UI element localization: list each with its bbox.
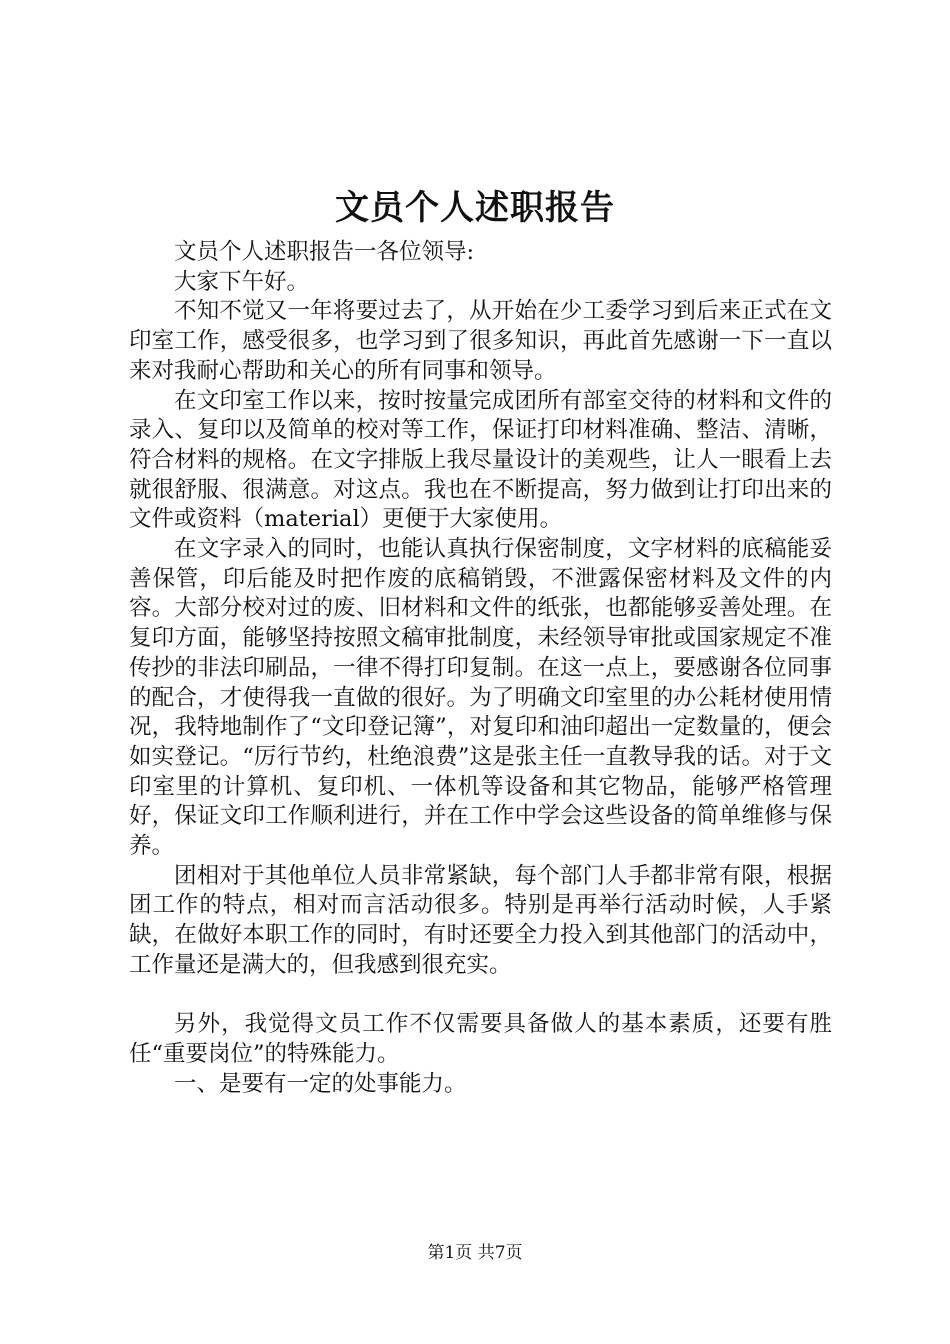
body-paragraph: 在文字录入的同时，也能认真执行保密制度，文字材料的底稿能妥善保管，印后能及时把作废的底稿销毁，不泄露保密材料及文件的内容。大部分校对过的废、旧材料和文件的纸张，也都能够妥善处理。在复印方面，能够坚持按照文稿审批制度，未经领导审批或国家规定不准传抄的非法印刷品，一律不得打印复制。在这一点上，要感谢各位同事的配合，才使得我一直做的很好。为了明确文印室里的办公耗材使用情况，我特地制作了“文印登记簿”，对复印和油印超出一定数量的，便会如实登记。“厉行节约，杜绝浪费”这是张主任一直教导我的话。对于文印室里的计算机、复印机、一体机等设备和其它物品，能够严格管理好，保证文印工作顺利进行，并在工作中学会这些设备的简单维修与保养。 <box>129 536 832 860</box>
body-paragraph: 团相对于其他单位人员非常紧缺，每个部门人手都非常有限，根据团工作的特点，相对而言活动很多。特别是再举行活动时候，人手紧缺，在做好本职工作的同时，有时还要全力投入到其他部门的活动中，工作量还是满大的，但我感到很充实。 <box>129 862 832 978</box>
body-paragraph: 在文印室工作以来，按时按量完成团所有部室交待的材料和文件的录入、复印以及简单的校对等工作，保证打印材料准确、整洁、清晰，符合材料的规格。在文字排版上我尽量设计的美观些，让人一眼看上去就很舒服、很满意。对这点。我也在不断提高，努力做到让打印出来的文件或资料（material）更便于大家使用。 <box>129 387 832 533</box>
page-number-footer: 第1页 共7页 <box>427 1243 523 1263</box>
section-heading: 一、是要有一定的处事能力。 <box>174 1070 467 1097</box>
greeting-paragraph: 大家下午好。 <box>174 268 310 295</box>
salutation-paragraph: 文员个人述职报告一各位领导: <box>174 239 475 265</box>
body-paragraph: 另外，我觉得文员工作不仅需要具备做人的基本素质，还要有胜任“重要岗位”的特殊能力。 <box>129 1011 832 1067</box>
body-paragraph: 不知不觉又一年将要过去了，从开始在少工委学习到后来正式在文印室工作，感受很多，也学习到了很多知识，再此首先感谢一下一直以来对我耐心帮助和关心的所有同事和领导。 <box>129 298 832 384</box>
document-body <box>129 238 832 1099</box>
document-title: 文员个人述职报告 <box>335 188 615 228</box>
